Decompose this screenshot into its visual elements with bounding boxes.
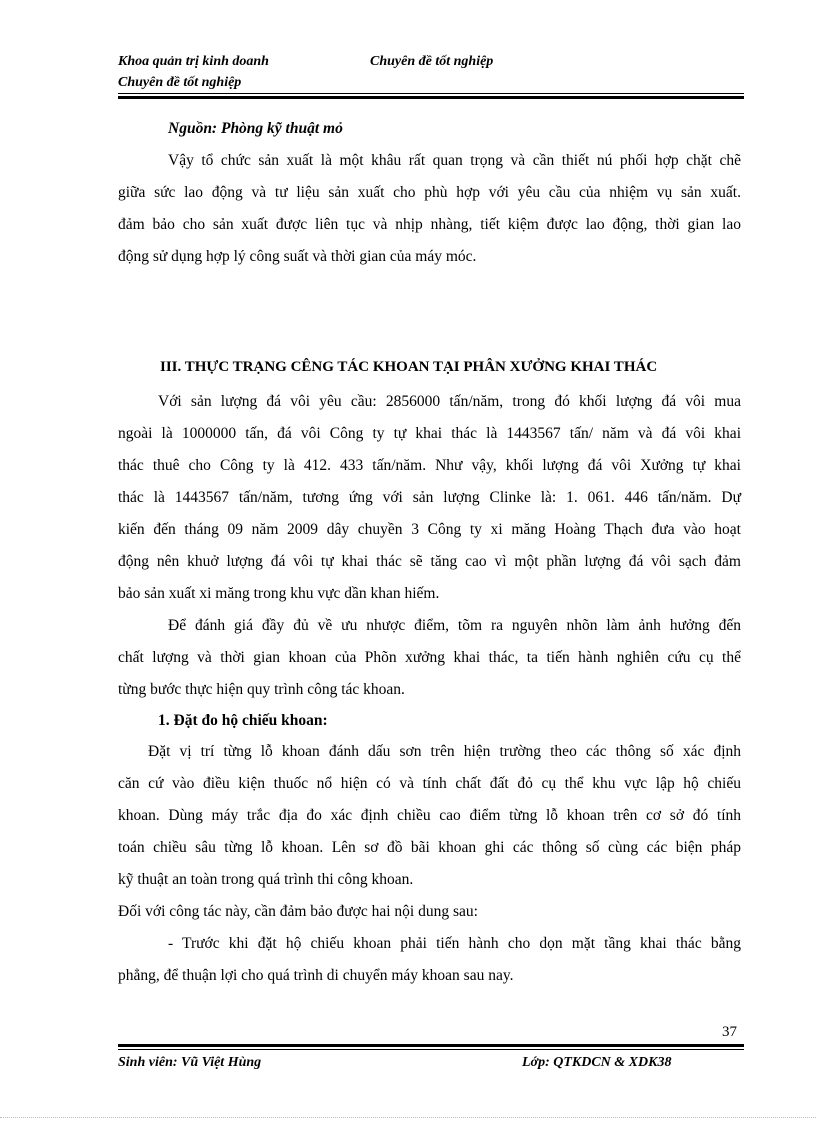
text-line: phẳng, để thuận lợi cho quá trình di chuyển máy khoan sau nay. (118, 967, 514, 984)
text-line: khoan. Dùng máy trắc địa đo xác định chiều cao điểm từng lỗ khoan trên cơ sở đó tính (118, 807, 741, 824)
header-rule-thick (118, 96, 744, 99)
source-note: Nguồn: Phòng kỹ thuật mỏ (168, 120, 343, 137)
text-line: kỹ thuật an toàn trong quá trình thi công khoan. (118, 871, 414, 888)
text-line: thác là 1443567 tấn/năm, tương ứng với sản lượng Clinke là: 1. 061. 446 tấn/năm. Dự (118, 489, 741, 506)
text-line: bảo sản xuất xi măng trong khu vực dần khan hiếm. (118, 585, 440, 602)
text-line: toán chiều sâu từng lỗ khoan. Lên sơ đồ bãi khoan ghi các thông số cùng các biện pháp (118, 839, 741, 856)
page-boundary (0, 1117, 816, 1118)
text-line: đảm bảo cho sản xuất được liên tục và nhịp nhàng, tiết kiệm được lao động, thời gian lao (118, 216, 741, 233)
subheading: 1. Đặt đo hộ chiếu khoan: (158, 712, 328, 729)
text-line: động nên khuở lượng đá vôi tự khai thác sẽ tăng cao vì một phần lượng đá vôi sạch đảm (118, 553, 741, 570)
text-line: thác thuê cho Công ty là 412. 433 tấn/năm. Như vậy, khối lượng đá vôi Xưởng tự khai (118, 457, 741, 474)
footer-rule-thick (118, 1044, 744, 1047)
footer-class: Lớp: QTKDCN & XDK38 (522, 1055, 672, 1070)
text-line: Với sản lượng đá vôi yêu cầu: 2856000 tấn/năm, trong đó khối lượng đá vôi mua (158, 393, 741, 410)
header-subtitle: Chuyên đề tốt nghiệp (118, 75, 242, 90)
text-line: căn cứ vào điều kiện thuốc nổ hiện có và tính chất đất đỏ cụ thể khu vực lập hộ chiếu (118, 775, 741, 792)
text-line: ngoài là 1000000 tấn, đá vôi Công ty tự khai thác là 1443567 tấn/ năm và đá vôi khai (118, 425, 741, 442)
paragraph-5: Đối với công tác này, cần đảm bảo được hai nội dung sau: (118, 903, 478, 920)
text-line: kiến đến tháng 09 năm 2009 dây chuyền 3 Công ty xi măng Hoàng Thạch đưa vào hoạt (118, 521, 741, 538)
footer-rule-thin (118, 1049, 744, 1050)
text-line: Vậy tổ chức sản xuất là một khâu rất quan trọng và cần thiết nú phối hợp chặt chẽ (168, 152, 741, 169)
section-heading: III. THỰC TRẠNG CÊNG TÁC KHOAN TẠI PHÂN XƯỞNG KHAI THÁC (160, 359, 658, 375)
header-rule-thin (118, 93, 744, 94)
text-line: từng bước thực hiện quy trình công tác khoan. (118, 681, 405, 698)
header-center-title: Chuyên đề tốt nghiệp (370, 54, 494, 69)
text-line: giữa sức lao động và tư liệu sản xuất cho phù hợp với yêu cầu của nhiệm vụ sản xuất. (118, 184, 741, 201)
header-department: Khoa quản trị kinh doanh (118, 54, 269, 69)
page-number: 37 (722, 1024, 737, 1040)
text-line: - Trước khi đặt hộ chiếu khoan phải tiến hành cho dọn mặt tầng khai thác bằng (168, 935, 741, 952)
text-line: động sử dụng hợp lý công suất và thời gian của máy móc. (118, 248, 477, 265)
footer-student: Sinh viên: Vũ Việt Hùng (118, 1055, 262, 1070)
text-line: Để đánh giá đầy đủ về ưu nhược điểm, tõm ra nguyên nhõn làm ảnh hưởng đến (168, 617, 741, 634)
text-line: chất lượng và thời gian khoan của Phõn xưởng khai thác, ta tiến hành nghiên cứu cụ thể (118, 649, 741, 666)
text-line: Đặt vị trí từng lỗ khoan đánh dấu sơn trên hiện trường theo các thông số xác định (148, 743, 741, 760)
